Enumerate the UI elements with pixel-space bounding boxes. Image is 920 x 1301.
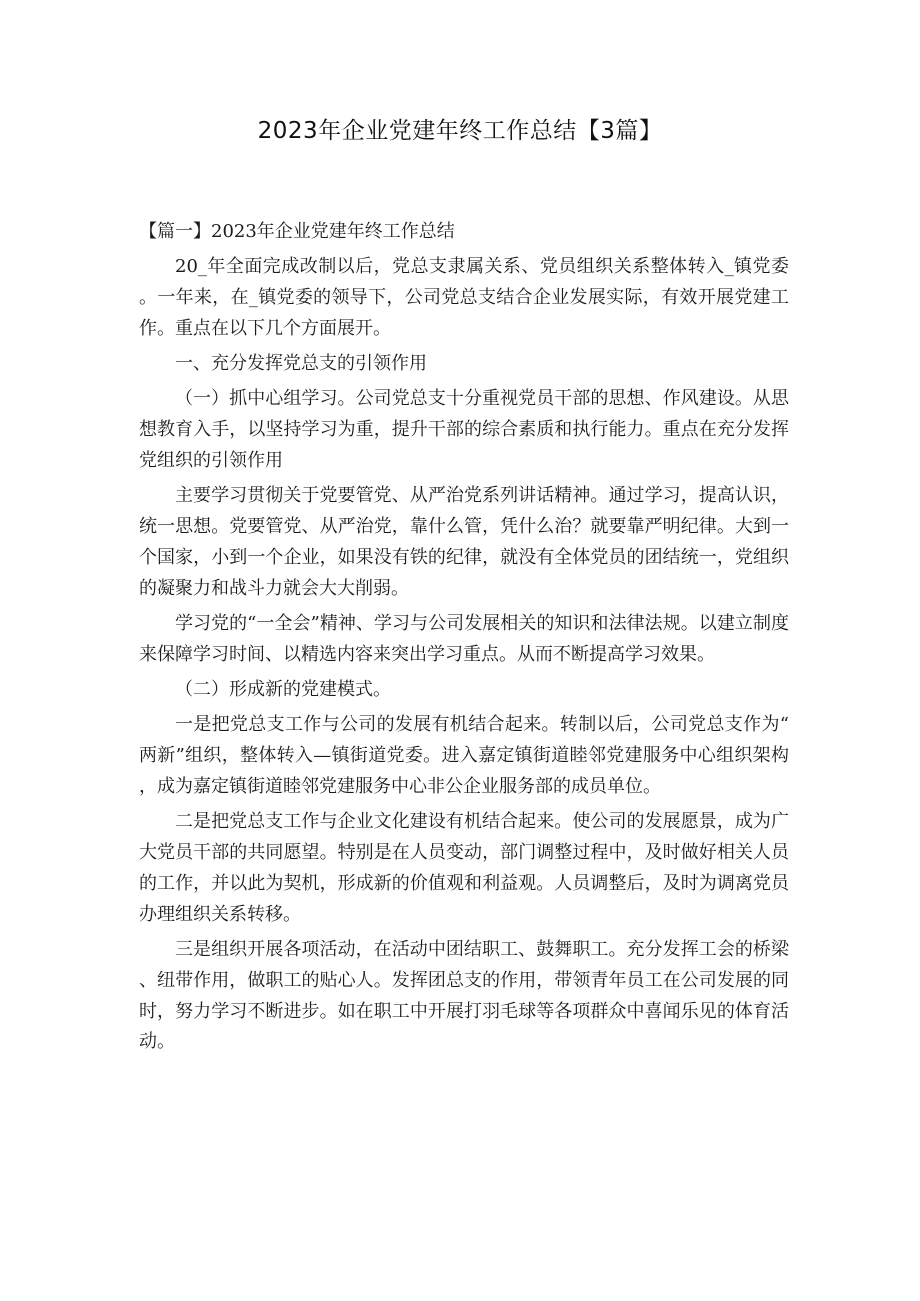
paragraph-point-three: 三是组织开展各项活动，在活动中团结职工、鼓舞职工。充分发挥工会的桥梁、纽带作用，做职工的贴心人。发挥团总支的作用，带领青年员工在公司发展的同时，努力学习不断进步。如在职工中开展打羽毛球等各项群众中喜闻乐见的体育活动。 [139,939,789,1053]
paragraph-discipline: 主要学习贯彻关于党要管党、从严治党系列讲话精神。通过学习，提高认识，统一思想。党要管党、从严治党，靠什么管，凭什么治？就要靠严明纪律。大到一个国家，小到一个企业，如果没有铁的纪律，就没有全体党员的团结统一，党组织的凝聚力和战斗力就会大大削弱。 [139,485,789,599]
document-body [139,217,789,1063]
section-heading: 【篇一】2023年企业党建年终工作总结 [139,221,455,242]
paragraph-study-group: （一）抓中心组学习。公司党总支十分重视党员干部的思想、作风建设。从思想教育入手，以坚持学习为重，提升干部的综合素质和执行能力。重点在充分发挥党组织的引领作用 [139,388,789,472]
paragraph-point-one: 一是把党总支工作与公司的发展有机结合起来。转制以后，公司党总支作为“两新”组织，整体转入—镇街道党委。进入嘉定镇街道睦邻党建服务中心组织架构，成为嘉定镇街道睦邻党建服务中心非公企业服务部的成员单位。 [139,714,789,798]
document-title: 2023年企业党建年终工作总结【3篇】 [257,118,663,144]
heading-part-one: 一、充分发挥党总支的引领作用 [175,353,427,375]
paragraph-plenary-study: 学习党的“一全会”精神、学习与公司发展相关的知识和法律法规。以建立制度来保障学习时间、以精选内容来突出学习重点。从而不断提高学习效果。 [139,613,789,665]
paragraph-point-two: 二是把党总支工作与企业文化建设有机结合起来。使公司的发展愿景，成为广大党员干部的共同愿望。特别是在人员变动，部门调整过程中，及时做好相关人员的工作，并以此为契机，形成新的价值观和利益观。人员调整后，及时为调离党员办理组织关系转移。 [139,811,789,925]
paragraph-intro: 20_年全面完成改制以后，党总支隶属关系、党员组织关系整体转入_镇党委。一年来，在_镇党委的领导下，公司党总支结合企业发展实际，有效开展党建工作。重点在以下几个方面展开。 [139,256,789,339]
heading-new-model: （二）形成新的党建模式。 [175,679,391,701]
